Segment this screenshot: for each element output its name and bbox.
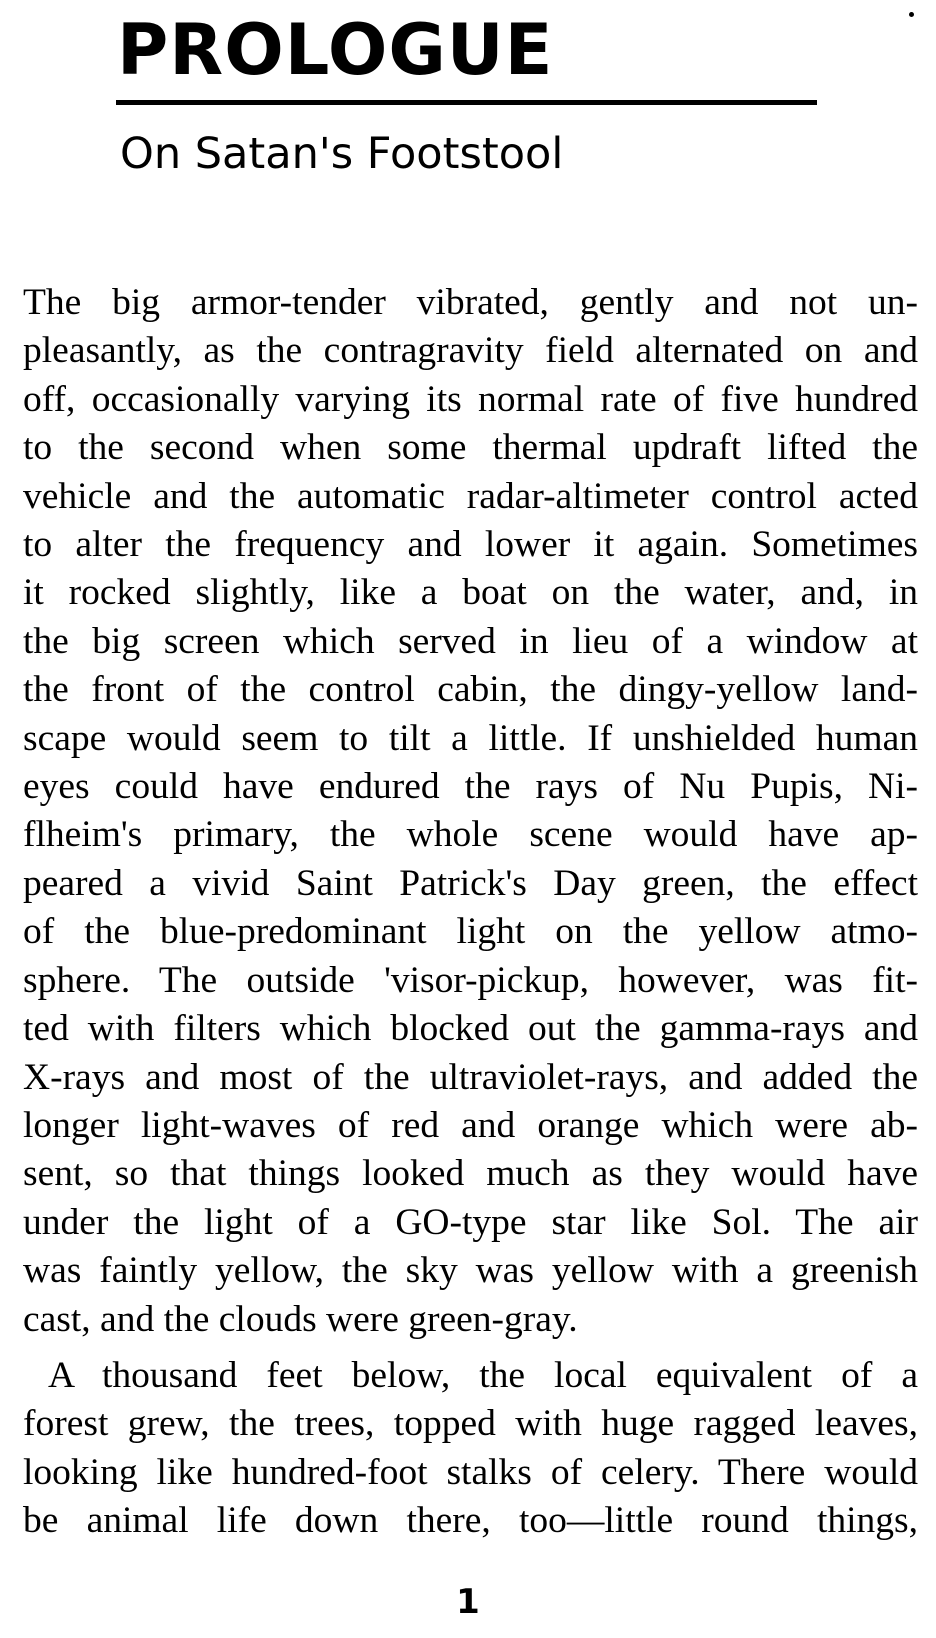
text-line: the front of the control cabin, the dingy-yellow land- [23, 669, 918, 711]
print-speck [909, 12, 914, 17]
text-line: pleasantly, as the contragravity field alternated on and [23, 330, 918, 372]
text-line: be animal life down there, too—little round things, [23, 1500, 918, 1542]
text-line: ted with filters which blocked out the gamma-rays and [23, 1008, 918, 1050]
text-line: to the second when some thermal updraft lifted the [23, 427, 918, 469]
paragraph-2 [23, 1352, 918, 1546]
text-line: flheim's primary, the whole scene would have ap- [23, 814, 918, 856]
text-line: A thousand feet below, the local equivalent of a [48, 1354, 918, 1396]
text-line: sphere. The outside 'visor-pickup, however, was fit- [23, 959, 918, 1001]
text-line: peared a vivid Saint Patrick's Day green, the effect [23, 862, 918, 904]
text-line: X-rays and most of the ultraviolet-rays, and added the [23, 1056, 918, 1098]
text-line: sent, so that things looked much as they would have [23, 1153, 918, 1195]
paragraph-1 [23, 279, 918, 1344]
page-number: 1 [456, 1582, 480, 1622]
text-line: to alter the frequency and lower it again. Sometimes [23, 524, 918, 566]
text-line: longer light-waves of red and orange which were ab- [23, 1104, 918, 1146]
text-line: the big screen which served in lieu of a window at [23, 620, 918, 662]
text-line: vehicle and the automatic radar-altimeter control acted [23, 475, 918, 517]
text-line: forest grew, the trees, topped with huge ragged leaves, [23, 1403, 918, 1445]
text-line: scape would seem to tilt a little. If unshielded human [23, 717, 918, 759]
title-rule [116, 100, 817, 105]
chapter-subtitle: On Satan's Footstool [120, 129, 564, 179]
text-line: off, occasionally varying its normal rate of five hundred [23, 378, 918, 420]
text-line: The big armor-tender vibrated, gently and not un- [23, 282, 918, 323]
text-line: eyes could have endured the rays of Nu Pupis, Ni- [23, 766, 918, 808]
text-line: cast, and the clouds were green-gray. [23, 1298, 578, 1340]
text-line: looking like hundred-foot stalks of celery. There would [23, 1451, 918, 1493]
chapter-title: PROLOGUE [117, 9, 554, 91]
text-line: was faintly yellow, the sky was yellow with a greenish [23, 1250, 918, 1292]
body-text [23, 279, 918, 1546]
text-line: under the light of a GO-type star like Sol. The air [23, 1201, 918, 1243]
text-line: of the blue-predominant light on the yellow atmo- [23, 911, 918, 953]
text-line: it rocked slightly, like a boat on the water, and, in [23, 572, 918, 614]
